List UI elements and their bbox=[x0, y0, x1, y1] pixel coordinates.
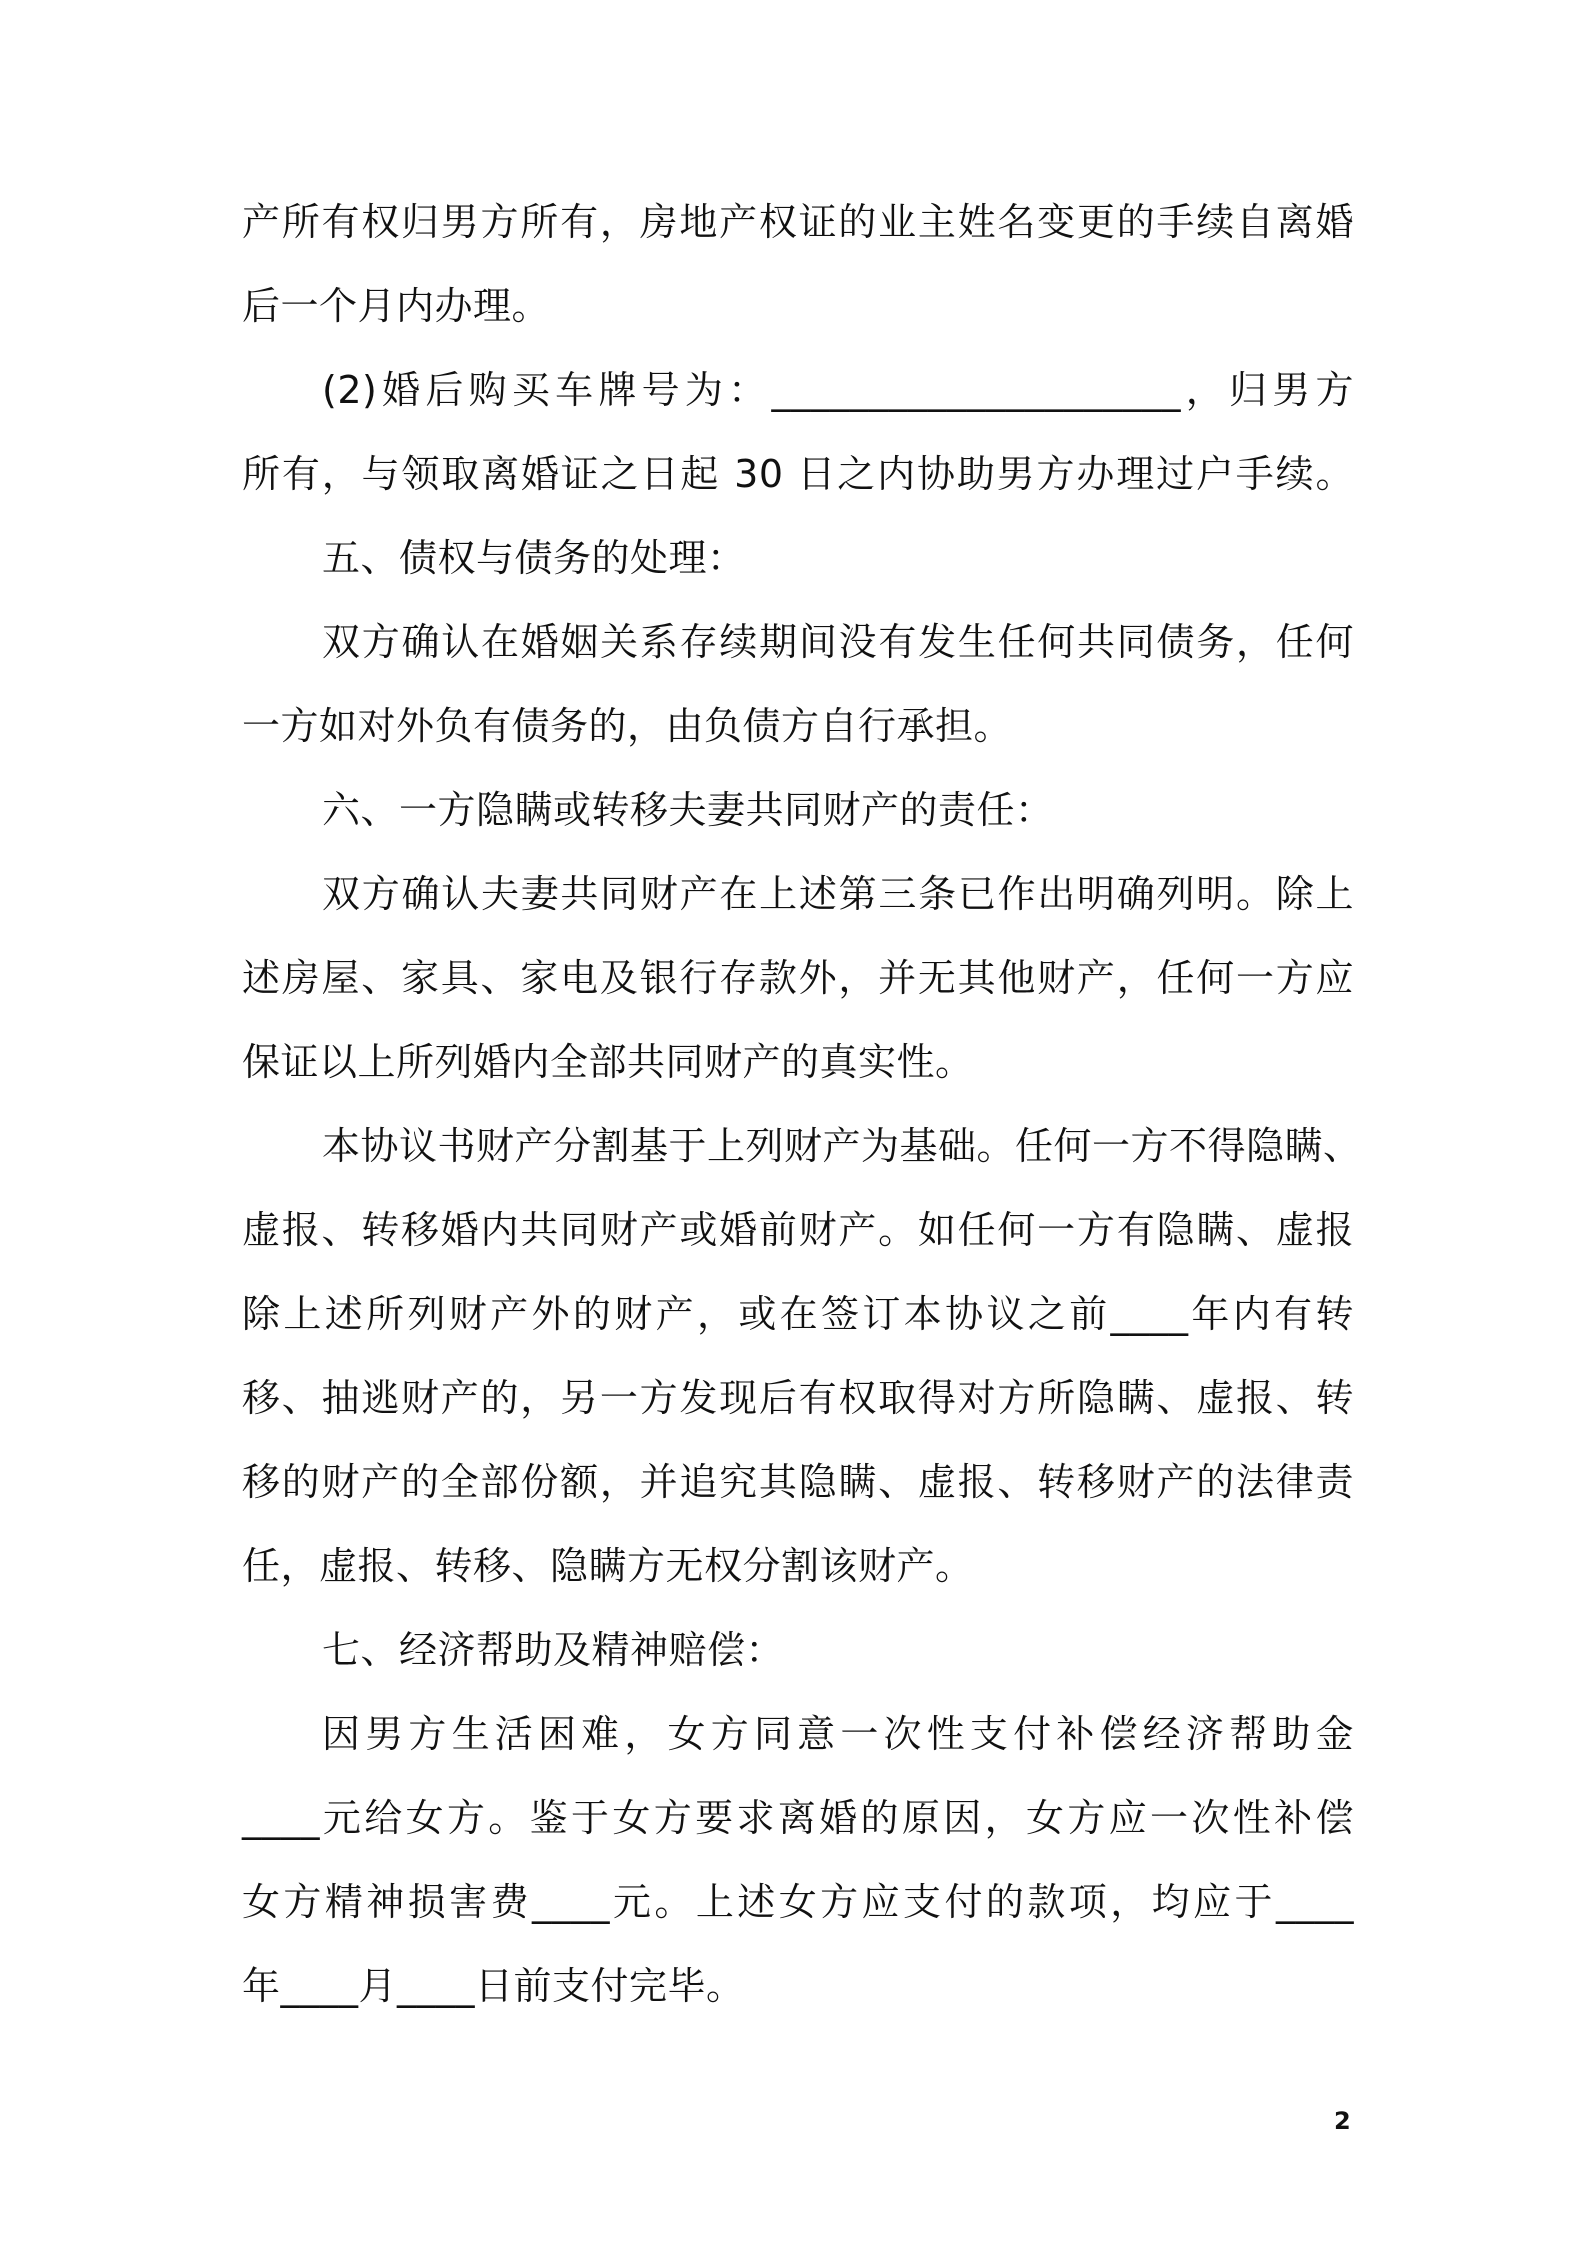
text-line: 后一个月内办理。 bbox=[242, 284, 551, 328]
text-line: 除上述所列财产外的财产，或在签订本协议之前____年内有转 bbox=[242, 1292, 1354, 1336]
section-heading: 六、一方隐瞒或转移夫妻共同财产的责任： bbox=[322, 788, 1054, 832]
text-line: 移的财产的全部份额，并追究其隐瞒、虚报、转移财产的法律责 bbox=[242, 1460, 1354, 1504]
text-line: ____元给女方。鉴于女方要求离婚的原因，女方应一次性补偿 bbox=[242, 1796, 1354, 1840]
text-line: 任，虚报、转移、隐瞒方无权分割该财产。 bbox=[242, 1544, 974, 1588]
text-line: 移、抽逃财产的，另一方发现后有权取得对方所隐瞒、虚报、转 bbox=[242, 1376, 1354, 1420]
page-number: 2 bbox=[1334, 2107, 1351, 2135]
text-line: 年____月____日前支付完毕。 bbox=[242, 1964, 745, 2008]
text-line: 保证以上所列婚内全部共同财产的真实性。 bbox=[242, 1040, 974, 1084]
section-heading: 五、债权与债务的处理： bbox=[322, 536, 746, 580]
text-line: 女方精神损害费____元。上述女方应支付的款项，均应于____ bbox=[242, 1880, 1354, 1924]
section-heading: 七、经济帮助及精神赔偿： bbox=[322, 1628, 785, 1672]
text-line: 本协议书财产分割基于上列财产为基础。任何一方不得隐瞒、 bbox=[322, 1124, 1362, 1168]
text-line: (2)婚后购买车牌号为：_____________________，归男方 bbox=[322, 368, 1354, 412]
text-line: 产所有权归男方所有，房地产权证的业主姓名变更的手续自离婚 bbox=[242, 200, 1354, 244]
text-line: 双方确认在婚姻关系存续期间没有发生任何共同债务，任何 bbox=[322, 620, 1354, 664]
text-line: 虚报、转移婚内共同财产或婚前财产。如任何一方有隐瞒、虚报 bbox=[242, 1208, 1354, 1252]
text-line: 双方确认夫妻共同财产在上述第三条已作出明确列明。除上 bbox=[322, 872, 1354, 916]
text-line: 因男方生活困难，女方同意一次性支付补偿经济帮助金 bbox=[322, 1712, 1354, 1756]
text-line: 述房屋、家具、家电及银行存款外，并无其他财产，任何一方应 bbox=[242, 956, 1354, 1000]
text-line: 一方如对外负有债务的，由负债方自行承担。 bbox=[242, 704, 1013, 748]
text-line: 所有，与领取离婚证之日起 30 日之内协助男方办理过户手续。 bbox=[242, 452, 1354, 496]
